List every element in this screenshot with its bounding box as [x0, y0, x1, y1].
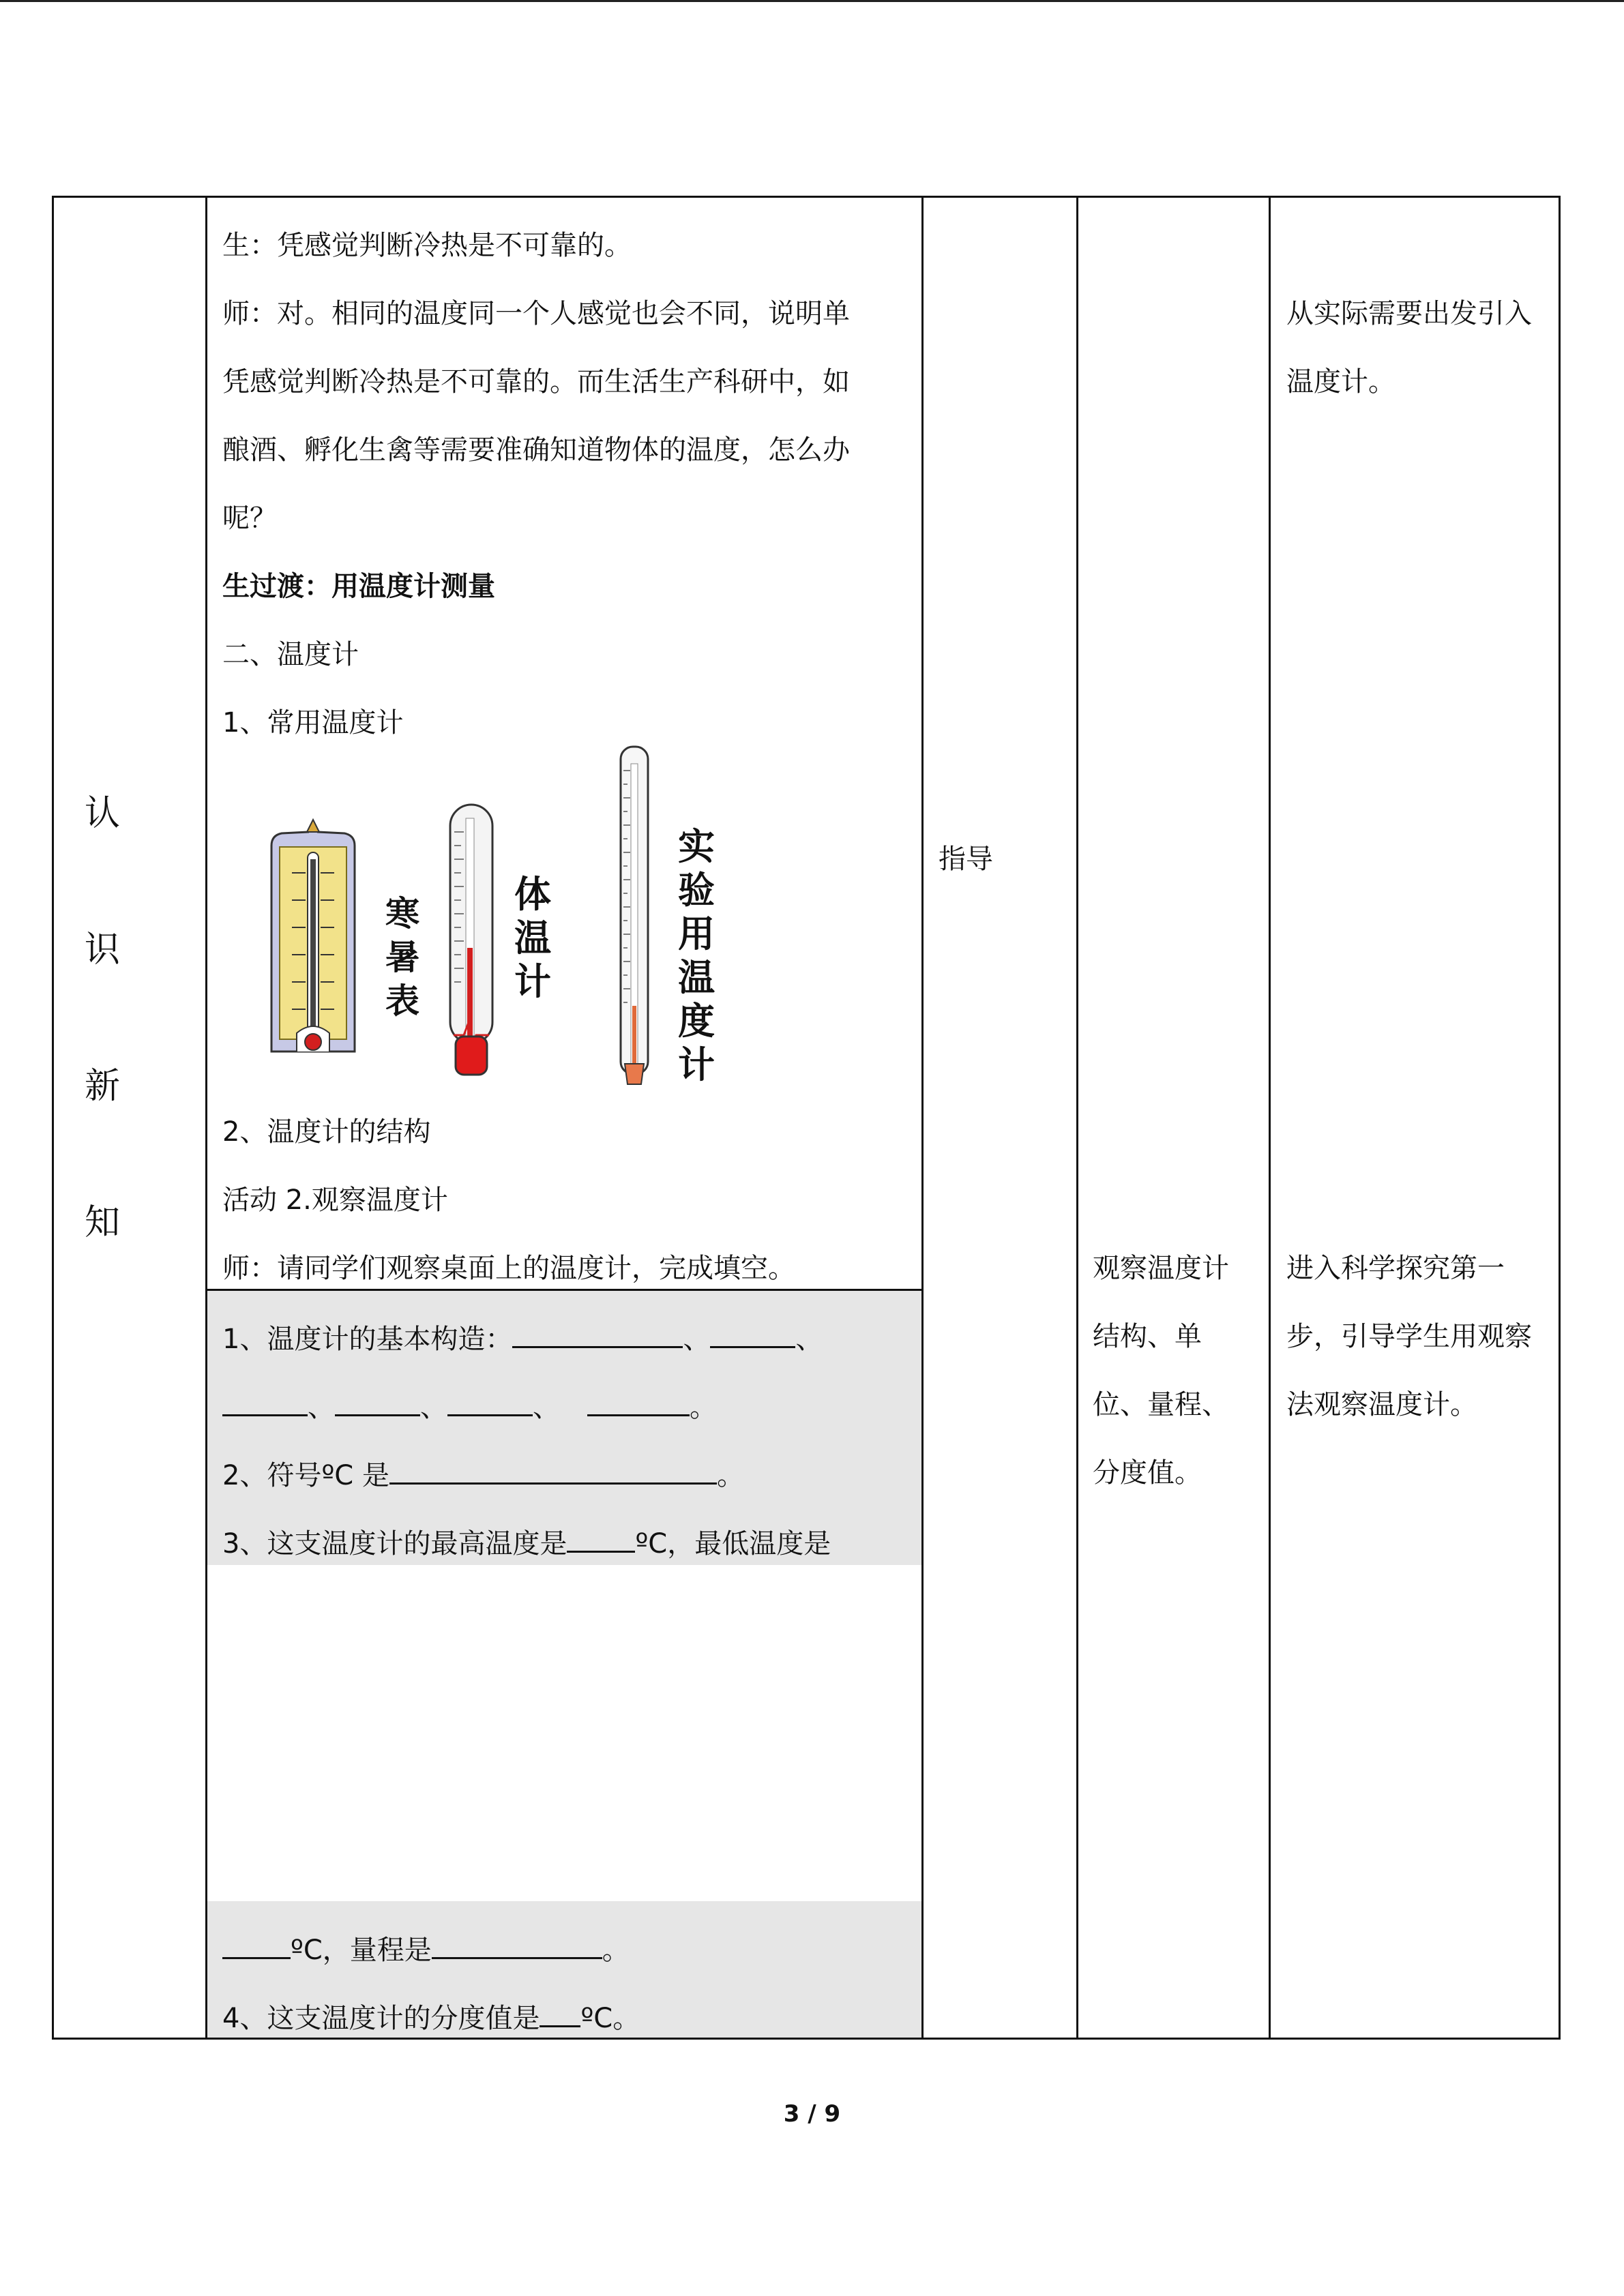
activity-title: 活动 2.观察温度计	[222, 1184, 448, 1216]
thermometer-illustration	[259, 743, 737, 1098]
student-line-1: 观察温度计	[1093, 1253, 1229, 1284]
q4-prompt: 4、这支温度计的分度值是	[222, 2003, 540, 2034]
table-col-line-4	[1269, 196, 1271, 2040]
page-top-rule	[0, 0, 1624, 2]
lab-thermometer-icon	[621, 747, 648, 1084]
q2-prompt-b: 是	[353, 1460, 389, 1491]
table-top-border	[52, 196, 1561, 198]
body-thermometer-icon	[450, 805, 492, 1075]
q3c-unit: ºC	[291, 1935, 323, 1966]
q1-blank-5[interactable]	[447, 1391, 533, 1416]
teacher-instruction: 师：请同学们观察桌面上的温度计，完成填空。	[222, 1253, 795, 1284]
worksheet-q3	[222, 1522, 831, 1561]
student-line-3: 位、量程、	[1093, 1389, 1229, 1420]
q1-sep: 、	[795, 1324, 823, 1355]
label-lab-thermometer: 实 验 用 温 度 计	[678, 825, 715, 1086]
q1-blank-2[interactable]	[710, 1323, 795, 1348]
content-line-4: 酿酒、孵化生禽等需要准确知道物体的温度，怎么办	[222, 434, 850, 466]
q1-blank-6[interactable]	[587, 1391, 690, 1416]
table-col-line-3	[1076, 196, 1078, 2040]
q2-prompt: 2、符号	[222, 1460, 322, 1491]
content-line-2: 师：对。相同的温度同一个人感觉也会不同，说明单	[222, 298, 850, 329]
content-line-1: 生：凭感觉判断冷热是不可靠的。	[222, 230, 632, 261]
q2-unit: ºC	[321, 1460, 354, 1491]
stage-char-2: 识	[84, 929, 121, 970]
subsection-common-thermometers: 1、常用温度计	[222, 707, 404, 739]
q1-sep: 、	[683, 1324, 711, 1355]
q2-end: 。	[716, 1460, 744, 1491]
table-col-line-0	[52, 196, 54, 2040]
label-body-thermometer: 体 温 计	[514, 873, 551, 1003]
q1-sep: 、	[308, 1392, 335, 1423]
intent-b-line-2: 步，引导学生用观察	[1286, 1321, 1532, 1352]
q3-max-blank[interactable]	[567, 1527, 635, 1553]
stage-char-1: 认	[84, 793, 121, 834]
worksheet-q3-cont	[222, 1928, 630, 1967]
intent-a-line-1: 从实际需要出发引入	[1286, 298, 1532, 329]
student-line-4: 分度值。	[1093, 1457, 1202, 1489]
q3c-prompt: ，量程是	[322, 1935, 432, 1966]
q1-sep: 、	[420, 1392, 447, 1423]
cold-heat-thermometer-icon	[271, 820, 355, 1052]
stage-char-3: 新	[84, 1066, 121, 1107]
student-line-2: 结构、单	[1093, 1321, 1202, 1352]
intent-a-line-2: 温度计。	[1286, 366, 1396, 398]
intent-b-line-3: 法观察温度计。	[1286, 1389, 1477, 1420]
worksheet-q1-line1	[222, 1317, 823, 1356]
teacher-activity: 指导	[939, 844, 993, 875]
q4-blank[interactable]	[540, 2002, 580, 2027]
label-cold-heat-thermometer: 寒 暑 表	[385, 894, 419, 1021]
q3-prompt: 3、这支温度计的最高温度是	[222, 1528, 567, 1560]
q1-blank-4[interactable]	[335, 1391, 420, 1416]
section-heading: 二、温度计	[222, 639, 359, 670]
subsection-structure: 2、温度计的结构	[222, 1116, 431, 1148]
q3c-end: 。	[602, 1935, 630, 1966]
q1-prompt: 1、温度计的基本构造：	[222, 1324, 513, 1355]
q1-sep: 、	[533, 1392, 560, 1423]
page-number: 3 / 9	[783, 2100, 841, 2128]
stage-char-4: 知	[84, 1202, 121, 1243]
content-line-3: 凭感觉判断冷热是不可靠的。而生活生产科研中，如	[222, 366, 850, 398]
content-line-5: 呢？	[222, 503, 277, 534]
q2-blank[interactable]	[389, 1459, 717, 1485]
worksheet-q4	[222, 1997, 640, 2036]
q3-prompt-b: ，最低温度是	[667, 1528, 831, 1560]
q1-blank-3[interactable]	[222, 1391, 308, 1416]
worksheet-q2	[222, 1454, 744, 1493]
q1-end: 。	[690, 1392, 717, 1423]
transition-heading: 生过渡：用温度计测量	[222, 571, 495, 602]
q3-range-blank[interactable]	[432, 1934, 602, 1959]
q1-blank-1[interactable]	[512, 1323, 683, 1348]
q4-end: 。	[612, 2003, 640, 2034]
q3-min-blank[interactable]	[222, 1934, 291, 1959]
intent-b-line-1: 进入科学探究第一	[1286, 1253, 1505, 1284]
q3-unit: ºC	[635, 1528, 668, 1560]
table-col-line-5	[1559, 196, 1561, 2040]
q4-unit: ºC	[580, 2003, 613, 2034]
worksheet-q1-line2	[222, 1386, 717, 1425]
